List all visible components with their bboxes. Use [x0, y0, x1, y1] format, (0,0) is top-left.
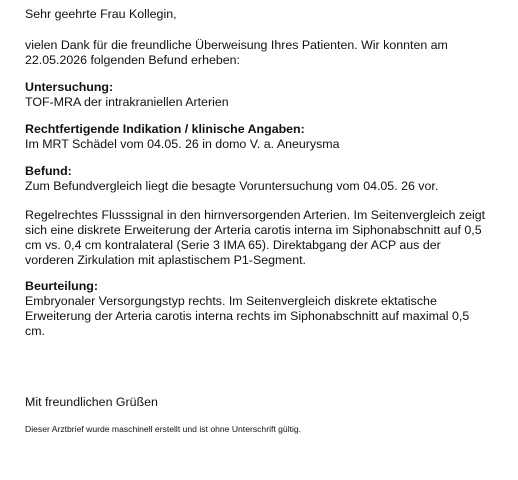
footer-note: Dieser Arztbrief wurde maschinell erstellt und ist ohne Unterschrift gültig.	[25, 424, 302, 434]
intro-line-2: 22.05.2026 folgenden Befund erheben:	[25, 53, 240, 67]
closing: Mit freundlichen Grüßen	[25, 395, 158, 409]
befund-line-2: sich eine diskrete Erweiterung der Arteria carotis interna im Siphonabschnitt auf 0,5	[25, 223, 482, 237]
befund-line-4: vorderen Zirkulation mit aplastischem P1-Segment.	[25, 253, 306, 267]
salutation: Sehr geehrte Frau Kollegin,	[25, 7, 177, 21]
befund-heading: Befund:	[25, 164, 72, 178]
beurteilung-line-2: Erweiterung der Arteria carotis interna rechts im Siphonabschnitt auf maximal 0,5	[25, 309, 470, 323]
befund-comparison: Zum Befundvergleich liegt die besagte Voruntersuchung vom 04.05. 26 vor.	[25, 179, 439, 193]
beurteilung-heading: Beurteilung:	[25, 279, 98, 293]
befund-line-1: Regelrechtes Flusssignal in den hirnversorgenden Arterien. Im Seitenvergleich zeigt	[25, 208, 486, 222]
beurteilung-line-3: cm.	[25, 324, 45, 338]
untersuchung-text: TOF-MRA der intrakraniellen Arterien	[25, 95, 229, 109]
intro-line-1: vielen Dank für die freundliche Überweisung Ihres Patienten. Wir konnten am	[25, 38, 448, 52]
untersuchung-heading: Untersuchung:	[25, 80, 114, 94]
beurteilung-line-1: Embryonaler Versorgungstyp rechts. Im Seitenvergleich diskrete ektatische	[25, 294, 437, 308]
indikation-text: Im MRT Schädel vom 04.05. 26 in domo V. a. Aneurysma	[25, 137, 340, 151]
befund-line-3: cm vs. 0,4 cm kontralateral (Serie 3 IMA 65). Direktabgang der ACP aus der	[25, 238, 441, 252]
indikation-heading: Rechtfertigende Indikation / klinische Angaben:	[25, 122, 305, 136]
